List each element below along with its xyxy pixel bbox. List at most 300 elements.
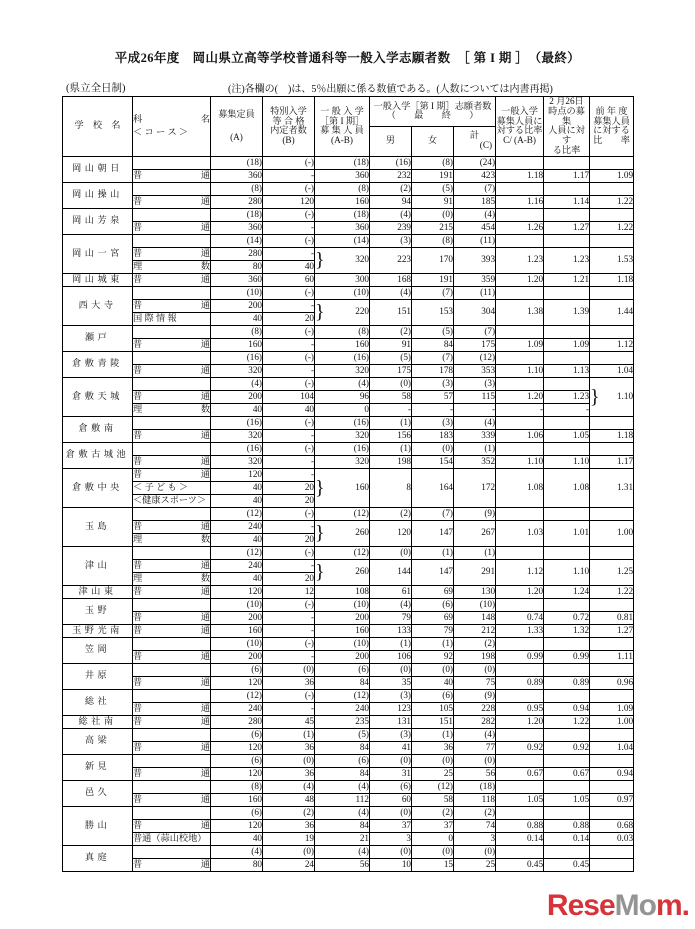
course-left: 普通（蒜山校地） (133, 832, 207, 843)
brace-icon: } (315, 561, 325, 583)
cell-male-paren: (0) (370, 754, 412, 767)
cell-ratio1-paren (496, 546, 544, 559)
table-row (63, 858, 634, 871)
cell-ratio2: 1.05 (544, 793, 590, 806)
cell-ratio1: 0.95 (496, 702, 544, 715)
cell-general: 240 (315, 702, 370, 715)
header-special-l1: 特別入学 (270, 105, 307, 116)
table-body (63, 156, 634, 871)
cell-total-paren: (2) (454, 637, 496, 650)
course-name (133, 858, 211, 871)
cell-male-paren: (1) (370, 442, 412, 455)
cell-ratio1: 1.20 (496, 273, 544, 286)
cell-male-paren: (0) (370, 806, 412, 819)
page-title: 平成26年度 岡山県立高等学校普通科等一般入学志願者数 ［ 第 I 期 ］ （最終） (114, 51, 581, 65)
cell-female-paren: (5) (412, 182, 454, 195)
brace-icon: } (315, 249, 325, 271)
header-course (133, 97, 211, 157)
cell-female-paren: (8) (412, 156, 454, 169)
cell-ratio3-paren (590, 156, 634, 169)
course-left: 普 (133, 455, 143, 466)
header-special-key: (B) (282, 135, 295, 145)
cell-male: 239 (370, 221, 412, 234)
course-left: 普 (133, 715, 143, 726)
course-spacer (133, 845, 211, 858)
course-name (133, 572, 211, 585)
course-spacer (133, 351, 211, 364)
cell-general: 200 (315, 611, 370, 624)
cell-capacity3: 40 (211, 494, 263, 507)
cell-female-paren: (7) (412, 286, 454, 299)
table-row (63, 559, 634, 572)
cell-general-paren: (16) (315, 351, 370, 364)
course-right: 通 (200, 364, 210, 375)
cell-ratio2: 0.72 (544, 611, 590, 624)
cell-ratio2: 0.88 (544, 819, 590, 832)
header-capacity-label: 募集定員 (218, 108, 255, 119)
course-left: 理 (133, 572, 143, 583)
cell-male: 131 (370, 715, 412, 728)
cell-male-paren: (1) (370, 416, 412, 429)
cell-total-paren: (3) (454, 377, 496, 390)
cell-female: 151 (412, 715, 454, 728)
cell-total: 56 (454, 767, 496, 780)
cell-ratio3-paren (590, 416, 634, 429)
course-right: 通 (200, 702, 210, 713)
course-name (133, 741, 211, 754)
cell-general: 56 (315, 858, 370, 871)
cell-ratio1b: 0.14 (496, 832, 544, 845)
table-row (63, 156, 634, 169)
cell-total-paren: (0) (454, 663, 496, 676)
cell-special-paren: (-) (263, 637, 315, 650)
table-row (63, 182, 634, 195)
cell-ratio1-paren (496, 637, 544, 650)
cell-ratio2-paren (544, 325, 590, 338)
course-spacer (133, 325, 211, 338)
header-course-left: 科 (133, 113, 143, 124)
header-course-line2: ＜ コ ー ス ＞ (133, 126, 189, 137)
course-right: 通 (200, 624, 210, 635)
table-row (63, 624, 634, 637)
cell-ratio2-paren (544, 754, 590, 767)
cell-ratio2: 1.22 (544, 715, 590, 728)
cell-male: 61 (370, 585, 412, 598)
cell-ratio2-paren (544, 182, 590, 195)
cell-ratio2-paren (544, 780, 590, 793)
brace-icon: } (315, 522, 325, 544)
cell-total: 172 (454, 468, 496, 507)
school-name: 倉敷天城 (63, 377, 133, 416)
cell-ratio3: 1.09 (590, 702, 634, 715)
cell-capacity2: 40 (211, 403, 263, 416)
cell-female2: - (412, 403, 454, 416)
course-name (133, 559, 211, 572)
cell-female: 79 (412, 624, 454, 637)
cell-general-paren: (16) (315, 442, 370, 455)
course-name (133, 169, 211, 182)
cell-ratio1-paren (496, 182, 544, 195)
cell-special: 36 (263, 676, 315, 689)
course-name (133, 702, 211, 715)
cell-general: 160 (315, 624, 370, 637)
cell-ratio2: 0.89 (544, 676, 590, 689)
cell-female-paren: (7) (412, 351, 454, 364)
cell-capacity-paren: (8) (211, 182, 263, 195)
cell-general: } 260 (315, 522, 369, 544)
school-name: 岡山芳泉 (63, 208, 133, 234)
table-row (63, 429, 634, 442)
cell-capacity: 360 (211, 169, 263, 182)
cell-ratio2-paren (544, 286, 590, 299)
course-right: 通 (200, 858, 210, 869)
table-row (63, 715, 634, 728)
header-total (454, 126, 496, 156)
school-name: 瀬戸 (63, 325, 133, 351)
cell-total-paren: (9) (454, 689, 496, 702)
course-right: 通 (200, 520, 210, 531)
cell-ratio3b: 0.03 (590, 832, 634, 845)
course-left: 普 (133, 299, 143, 310)
cell-female: 178 (412, 364, 454, 377)
cell-female-paren: (0) (412, 208, 454, 221)
cell-ratio3-paren (590, 442, 634, 455)
header-ratio2-l1: 2 月26日 (549, 96, 584, 106)
course-name (133, 481, 211, 494)
course-left: 国 際 情 報 (133, 312, 177, 323)
course-name (133, 676, 211, 689)
cell-ratio2-paren (544, 598, 590, 611)
cell-ratio3: 1.53 (590, 247, 634, 273)
course-spacer (133, 182, 211, 195)
cell-capacity: 160 (211, 338, 263, 351)
cell-capacity: 120 (211, 819, 263, 832)
cell-female2: 0 (412, 832, 454, 845)
cell-general-paren: (10) (315, 286, 370, 299)
table-row (63, 793, 634, 806)
cell-ratio3: 1.12 (590, 338, 634, 351)
cell-female: 57 (412, 390, 454, 403)
cell-general: 84 (315, 767, 370, 780)
cell-female: 147 (412, 559, 454, 585)
cell-ratio1: 0.88 (496, 819, 544, 832)
cell-female: 15 (412, 858, 454, 871)
school-name: 総社 (63, 689, 133, 715)
cell-female: 84 (412, 338, 454, 351)
course-name (133, 455, 211, 468)
cell-general-paren: (5) (315, 728, 370, 741)
cell-ratio2: 1.05 (544, 429, 590, 442)
cell-total: 228 (454, 702, 496, 715)
course-name (133, 403, 211, 416)
header-male: 男 (370, 126, 412, 156)
header-ratio-general (496, 97, 544, 157)
cell-capacity-paren: (10) (211, 286, 263, 299)
course-left: 普 (133, 611, 143, 622)
header-ratio1-l2: 募集人員に (496, 115, 543, 126)
course-right: 通 (200, 585, 210, 596)
course-spacer (133, 598, 211, 611)
cell-total-paren: (2) (454, 806, 496, 819)
course-right: 数 (200, 572, 210, 583)
cell-general: 112 (315, 793, 370, 806)
cell-total-paren: (7) (454, 182, 496, 195)
course-right: 通 (200, 169, 210, 180)
cell-capacity2: 40 (211, 572, 263, 585)
cell-total: 130 (454, 585, 496, 598)
cell-ratio1-paren (496, 728, 544, 741)
cell-male-paren: (16) (370, 156, 412, 169)
cell-ratio2-paren (544, 637, 590, 650)
header-applicants-l1: 一般入学［第 I 期］志願者数 (373, 100, 492, 111)
cell-ratio3-paren (590, 845, 634, 858)
header-ratio2-l4: る比率 (552, 144, 581, 155)
table-row (63, 520, 634, 533)
cell-female-paren: (2) (412, 806, 454, 819)
cell-special-paren: (2) (263, 806, 315, 819)
course-name (133, 247, 211, 260)
cell-ratio2-paren (544, 351, 590, 364)
cell-special: - (263, 520, 315, 533)
cell-capacity-paren: (12) (211, 507, 263, 520)
cell-female-paren: (0) (412, 663, 454, 676)
cell-ratio1-paren (496, 689, 544, 702)
cell-female: 58 (412, 793, 454, 806)
course-name (133, 832, 211, 845)
table-row (63, 767, 634, 780)
cell-female-paren: (1) (412, 728, 454, 741)
header-general-l1: 一 般 入 学 (320, 105, 364, 116)
cell-ratio3: 1.44 (590, 299, 634, 325)
cell-capacity-paren: (10) (211, 637, 263, 650)
cell-capacity-paren: (4) (211, 377, 263, 390)
cell-general: 108 (315, 585, 370, 598)
cell-general-paren: (4) (315, 377, 370, 390)
cell-special3: 20 (263, 494, 315, 507)
cell-female: 191 (412, 169, 454, 182)
course-spacer (133, 234, 211, 247)
cell-ratio1: 0.89 (496, 676, 544, 689)
cell-ratio1-paren (496, 325, 544, 338)
cell-ratio2-paren (544, 689, 590, 702)
course-name (133, 312, 211, 325)
course-name (133, 715, 211, 728)
cell-female: 191 (412, 273, 454, 286)
cell-male-paren: (2) (370, 507, 412, 520)
course-left: 普 (133, 650, 143, 661)
table-row (63, 702, 634, 715)
cell-female: 91 (412, 195, 454, 208)
school-name: 玉野光南 (63, 624, 133, 637)
cell-ratio2: 1.08 (544, 468, 590, 507)
course-name (133, 624, 211, 637)
cell-ratio1-paren (496, 845, 544, 858)
course-right: 通 (200, 468, 210, 479)
table-row (63, 845, 634, 858)
cell-special-paren: (-) (263, 351, 315, 364)
cell-special-paren: (-) (263, 234, 315, 247)
cell-ratio2-paren (544, 845, 590, 858)
cell-total-paren: (24) (454, 156, 496, 169)
cell-ratio2: 1.17 (544, 169, 590, 182)
table-row (63, 806, 634, 819)
cell-general-paren: (6) (315, 754, 370, 767)
cell-general: } 220 (315, 301, 369, 323)
cell-ratio3-paren (590, 286, 634, 299)
header-school: 学 校 名 (63, 97, 133, 157)
table-row (63, 286, 634, 299)
cell-ratio1: 1.10 (496, 455, 544, 468)
cell-female: 215 (412, 221, 454, 234)
course-name (133, 611, 211, 624)
course-left: 普 (133, 338, 143, 349)
course-left: 普 (133, 741, 143, 752)
cell-female-paren: (0) (412, 845, 454, 858)
cell-special: 60 (263, 273, 315, 286)
school-name: 西大寺 (63, 286, 133, 325)
header-general-key: (A-B) (331, 135, 353, 145)
cell-ratio2-paren (544, 507, 590, 520)
cell-ratio1-paren (496, 156, 544, 169)
school-name: 笠岡 (63, 637, 133, 663)
cell-special-paren: (1) (263, 728, 315, 741)
school-name: 新見 (63, 754, 133, 780)
cell-ratio2-paren (544, 546, 590, 559)
cell-ratio3-paren (590, 351, 634, 364)
header-ratio2-l3: 人員に対す (548, 125, 585, 145)
note-label: (注)各欄の( )は、5％出願に係る数値である。(人数については内書再掲) (228, 84, 553, 95)
cell-female-paren: (7) (412, 507, 454, 520)
cell-ratio2: 1.23 (544, 247, 590, 273)
cell-ratio3: 1.22 (590, 195, 634, 208)
cell-special: - (263, 468, 315, 481)
cell-ratio2b: 0.14 (544, 832, 590, 845)
header-female: 女 (412, 126, 454, 156)
school-name: 岡山城東 (63, 273, 133, 286)
table-row (63, 338, 634, 351)
cell-capacity: 160 (211, 793, 263, 806)
cell-male-paren: (2) (370, 325, 412, 338)
cell-capacity: 200 (211, 390, 263, 403)
cell-male-paren: (4) (370, 286, 412, 299)
table-row (63, 650, 634, 663)
cell-female-paren: (8) (412, 234, 454, 247)
cell-ratio2: 1.23 (544, 390, 590, 403)
cell-special-paren: (-) (263, 546, 315, 559)
course-left: 普 (133, 273, 143, 284)
cell-ratio2b: - (544, 403, 590, 416)
header-capacity (211, 97, 263, 157)
cell-ratio3-paren (590, 806, 634, 819)
cell-male: 79 (370, 611, 412, 624)
cell-capacity-paren: (4) (211, 845, 263, 858)
cell-capacity-paren: (8) (211, 325, 263, 338)
cell-total2: 3 (454, 832, 496, 845)
header-ratio3-l4: 比 率 (593, 135, 630, 145)
course-name (133, 299, 211, 312)
cell-ratio1: 0.74 (496, 611, 544, 624)
cell-ratio3-paren (590, 208, 634, 221)
school-name: 高梁 (63, 728, 133, 754)
cell-ratio3: 0.96 (590, 676, 634, 689)
header-total-key: (C) (479, 140, 493, 151)
course-left: 普 (133, 169, 143, 180)
cell-general: 320 (315, 364, 370, 377)
cell-male: 198 (370, 455, 412, 468)
course-left: 普 (133, 221, 143, 232)
cell-special-paren: (-) (263, 442, 315, 455)
table-row (63, 403, 634, 416)
cell-total: 304 (454, 299, 496, 325)
school-name: 勝山 (63, 806, 133, 845)
header-total-label: 計 (469, 130, 480, 141)
cell-female: 69 (412, 611, 454, 624)
cell-total-paren: (11) (454, 286, 496, 299)
cell-ratio3-paren (590, 780, 634, 793)
cell-capacity-paren: (12) (211, 689, 263, 702)
cell-capacity2: 40 (211, 832, 263, 845)
table-row (63, 637, 634, 650)
course-spacer (133, 156, 211, 169)
cell-general-paren: (4) (315, 806, 370, 819)
course-left: 普 (133, 624, 143, 635)
cell-total-paren: (11) (454, 234, 496, 247)
cell-male-paren: (1) (370, 637, 412, 650)
cell-ratio1-paren (496, 754, 544, 767)
cell-special: 12 (263, 585, 315, 598)
course-right: 通 (200, 273, 210, 284)
cell-ratio1: 0.92 (496, 741, 544, 754)
cell-special: - (263, 299, 315, 312)
course-right: 通 (200, 221, 210, 232)
cell-ratio3: 1.04 (590, 364, 634, 377)
course-name (133, 273, 211, 286)
cell-total-paren: (1) (454, 546, 496, 559)
cell-female-paren: (3) (412, 416, 454, 429)
cell-ratio3: 0.97 (590, 793, 634, 806)
cell-general-paren: (12) (315, 689, 370, 702)
table-row (63, 299, 634, 312)
cell-capacity: 80 (211, 858, 263, 871)
cell-special-paren: (-) (263, 325, 315, 338)
cell-general: 300 (315, 273, 370, 286)
cell-total-paren: (7) (454, 325, 496, 338)
cell-ratio3: 1.18 (590, 273, 634, 286)
cell-total: 339 (454, 429, 496, 442)
course-right: 通 (200, 338, 210, 349)
cell-special: - (263, 455, 315, 468)
cell-female: 37 (412, 819, 454, 832)
cell-general-paren: (10) (315, 598, 370, 611)
course-left: 普 (133, 364, 143, 375)
cell-ratio2: 1.10 (544, 455, 590, 468)
cell-male: 168 (370, 273, 412, 286)
cell-special: 36 (263, 767, 315, 780)
cell-male: 10 (370, 858, 412, 871)
course-name (133, 221, 211, 234)
header-ratio1-l1: 一般入学 (501, 105, 538, 116)
course-spacer (133, 754, 211, 767)
school-name: 総社南 (63, 715, 133, 728)
cell-ratio3: 1.00 (590, 520, 634, 546)
course-name (133, 390, 211, 403)
cell-female: 153 (412, 299, 454, 325)
cell-ratio1: 1.08 (496, 468, 544, 507)
table-row (63, 754, 634, 767)
cell-total-paren: (9) (454, 507, 496, 520)
cell-male: 35 (370, 676, 412, 689)
cell-special-paren: (-) (263, 156, 315, 169)
